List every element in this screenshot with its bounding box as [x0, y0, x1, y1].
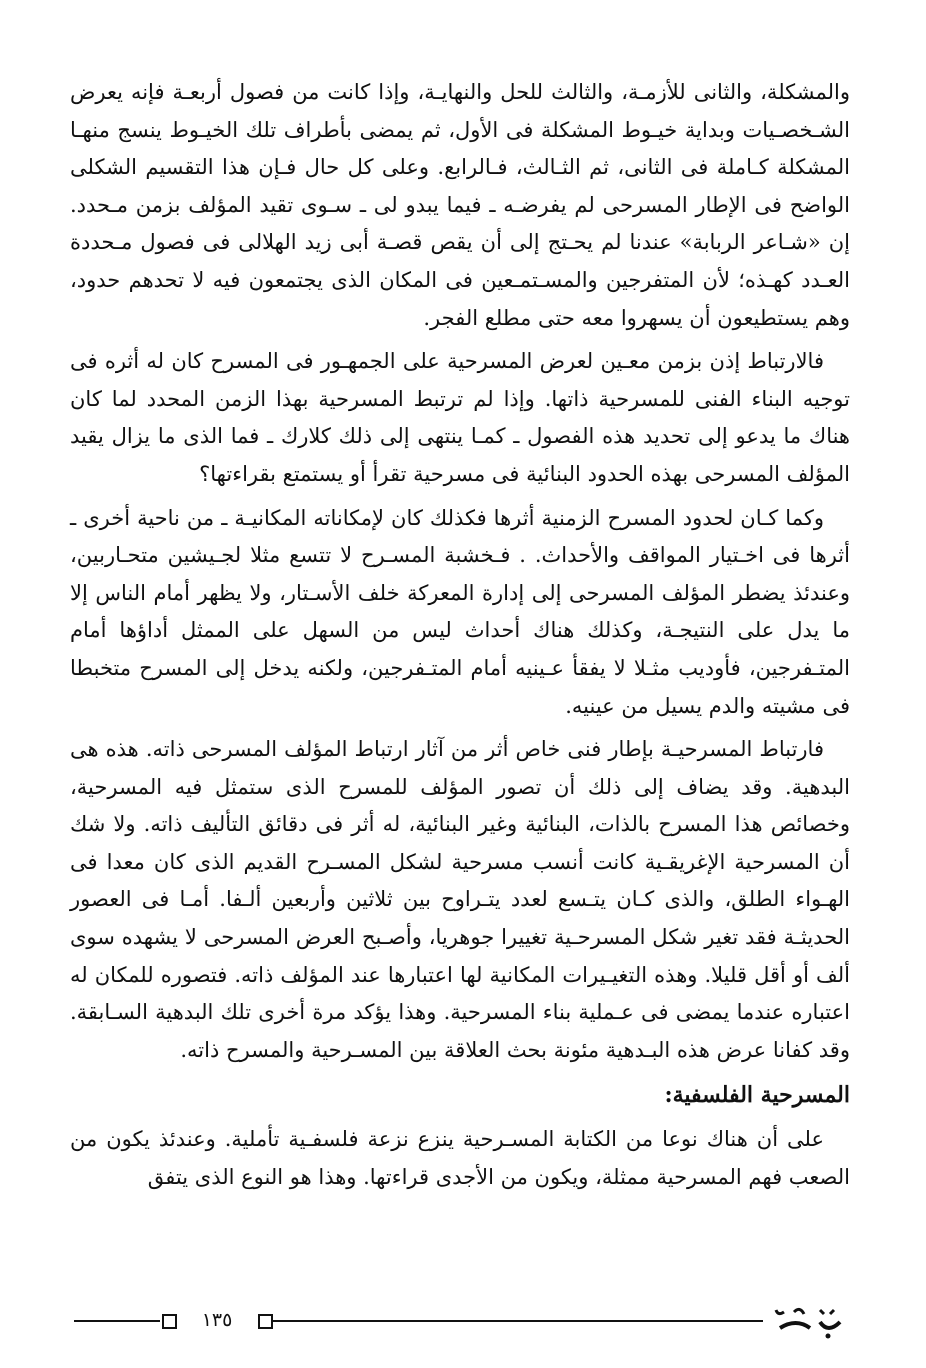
- page-body: [70, 74, 850, 1203]
- page-footer: [72, 1306, 852, 1336]
- paragraph-3: وكما كـان لحدود المسرح الزمنية أثرها فكذلك كان لإمكاناته المكانيـة ـ من ناحية أخرى ـ أثرها فى اخـتيار المواقف والأحداث. . فـخشبة المسـرح لا تتسع مثلا لجـيشين متحـاربين، وعندئذ يضطر المؤلف المسرحى إلى إدارة المعركة خلف الأسـتار، ولا يظهر أمام الناس إلا ما يدل على النتيجـة، وكذلك هناك أحداث ليس من السهل على الممثل أداؤها أمام المتـفرجين، فأوديب مثـلا لا يفقأ عـينيه أمام المتـفرجين، ولكنه يدخل إلى المسرح متخبطا فى مشيته والدم يسيل من عينيه.: [70, 505, 850, 718]
- footer-rule-left: [74, 1320, 160, 1322]
- footer-box-left: [162, 1314, 177, 1329]
- page-number: ١٣٥: [201, 1309, 233, 1331]
- paragraph-2: فالارتباط إذن بزمن معـين لعرض المسرحية على الجمهـور فى المسرح كان له أثره فى توجيه البناء الفنى للمسرحية ذاتها. وإذا لم ترتبط المسرحية بهذا الزمن المحدد لما كان هناك ما يدعو إلى تحديد هذه الفصول ـ كمـا ينتهى إلى ذلك كلارك ـ فما الذى ما يزال يقيد المؤلف المسرحى بهذه الحدود البنائية فى مسرحية تقرأ أو يستمتع بقراءتها؟: [70, 349, 850, 486]
- paragraph-5: على أن هناك نوعا من الكتابة المسـرحية ينزع نزعة فلسفـية تأملية. وعندئذ يكون من الصعب فهم المسرحية ممثلة، ويكون من الأجدى قراءتها. وهذا هو النوع الذى يتفق: [70, 1127, 850, 1190]
- section-heading: المسرحية الفلسفية:: [664, 1082, 850, 1109]
- footer-rule-right: [273, 1320, 763, 1322]
- paragraph-1: والمشكلة، والثانى للأزمـة، والثالث للحل والنهايـة، وإذا كانت من فصول أربعـة فإنه يعرض الشـخصـيات وبداية خيـوط المشكلة فى الأول، ثم يمضى بأطراف تلك الخيـوط ينسج منهـا المشكلة كـاملة فى الثانى، ثم الثـالث، فـالرابع. وعلى كل حال فـإن هذا التقسيم الشكلى الواضح فى الإطار المسرحى لم يفرضـه ـ فيما يبدو لى ـ سـوى تقيد المؤلف بزمن مـحدد. إن «شـاعر الربابة» عندنا لم يحـتج إلى أن يقص قصـة أبى زيد الهلالى فى فصول مـحددة العـدد كهـذه؛ لأن المتفرجين والمسـتمـعين فى المكان الذى يجتمعون فيه لا تحدهم حدود، وهم يستطيعون أن يسهروا معه حتى مطلع الفجر.: [70, 80, 850, 330]
- paragraph-4: فارتباط المسرحيـة بإطار فنى خاص أثر من آثار ارتباط المؤلف المسرحى ذاته. هذه هى البدهية. وقد يضاف إلى ذلك أن تصور المؤلف للمسرح الذى ستمثل فيه المسرحية، وخصائص هذا المسرح بالذات، البنائية وغير البنائية، له أثر فى دقائق التأليف ذاته. ولا شك أن المسرحية الإغريقـية كانت أنسب مسرحية لشكل المسـرح القديم الذى كان معدا فى الهـواء الطلق، والذى كـان يتـسع لعدد يتـراوح بين ثلاثين وأربعين ألـفا. أمـا فى العصور الحديثـة فقد تغير شكل المسرحـية تغييرا جوهريا، وأصـبح العرض المسرحى لا يشهده سوى ألف أو أقل قليلا. وهذه التغيـيرات المكانية لها اعتبارها عند المؤلف ذاته. فتصوره للمكان له اعتباره عندما يمضى فى عـملية بناء المسرحية. وهذا يؤكد مرة أخرى تلك البدهية السـابقة. وقد كفانا عرض هذه البـدهية مئونة بحث العلاقة بين المسـرحية والمسرح ذاته.: [70, 737, 850, 1062]
- footer-box-right: [258, 1314, 273, 1329]
- decorative-ornament-icon: [770, 1300, 850, 1340]
